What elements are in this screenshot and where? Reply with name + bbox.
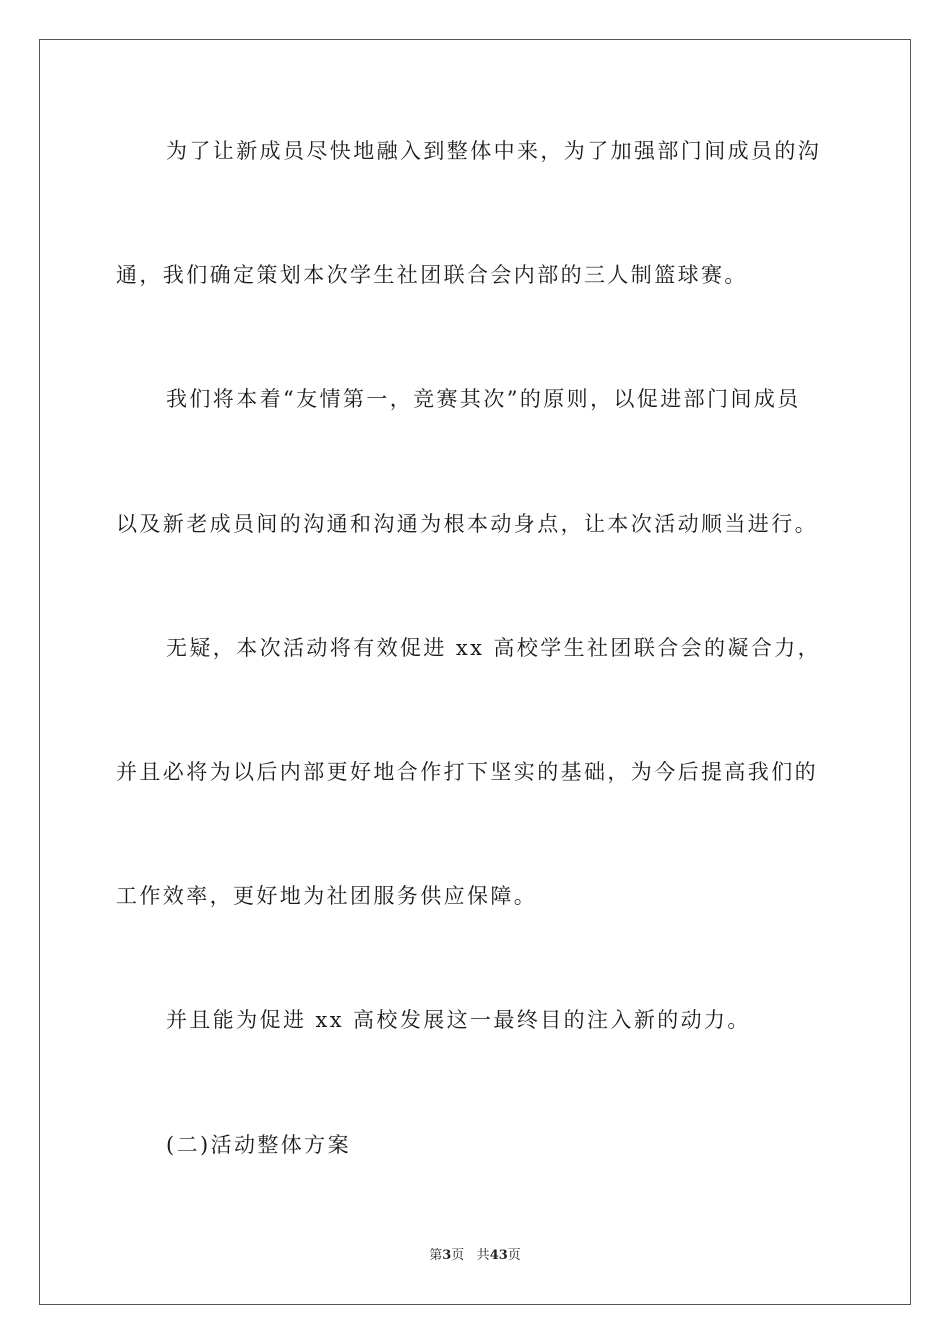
paragraph-1-line-1: 为了让新成员尽快地融入到整体中来，为了加强部门间成员的沟 bbox=[166, 139, 822, 163]
paragraph-4-line-1: 并且能为促进 xx 高校发展这一最终目的注入新的动力。 bbox=[166, 1008, 751, 1032]
section-heading: (二)活动整体方案 bbox=[166, 1133, 351, 1157]
footer-page-number: 3 bbox=[442, 1248, 452, 1263]
footer-page-prefix: 第 bbox=[429, 1248, 443, 1263]
paragraph-3-line-2: 并且必将为以后内部更好地合作打下坚实的基础，为今后提高我们的 bbox=[116, 760, 818, 784]
footer-total-prefix: 共 bbox=[476, 1248, 490, 1263]
paragraph-3-line-3: 工作效率，更好地为社团服务供应保障。 bbox=[116, 884, 538, 908]
paragraph-1-line-2: 通，我们确定策划本次学生社团联合会内部的三人制篮球赛。 bbox=[116, 263, 748, 287]
footer-page-suffix: 页 bbox=[451, 1248, 465, 1263]
footer-total-pages: 43 bbox=[489, 1248, 508, 1263]
page-footer bbox=[0, 1247, 950, 1265]
page-border bbox=[39, 39, 911, 1305]
footer-total-suffix: 页 bbox=[507, 1248, 521, 1263]
paragraph-2-line-1: 我们将本着“友情第一，竞赛其次”的原则，以促进部门间成员 bbox=[166, 387, 801, 411]
paragraph-2-line-2: 以及新老成员间的沟通和沟通为根本动身点，让本次活动顺当进行。 bbox=[116, 512, 818, 536]
paragraph-3-line-1: 无疑，本次活动将有效促进 xx 高校学生社团联合会的凝合力， bbox=[166, 636, 822, 660]
